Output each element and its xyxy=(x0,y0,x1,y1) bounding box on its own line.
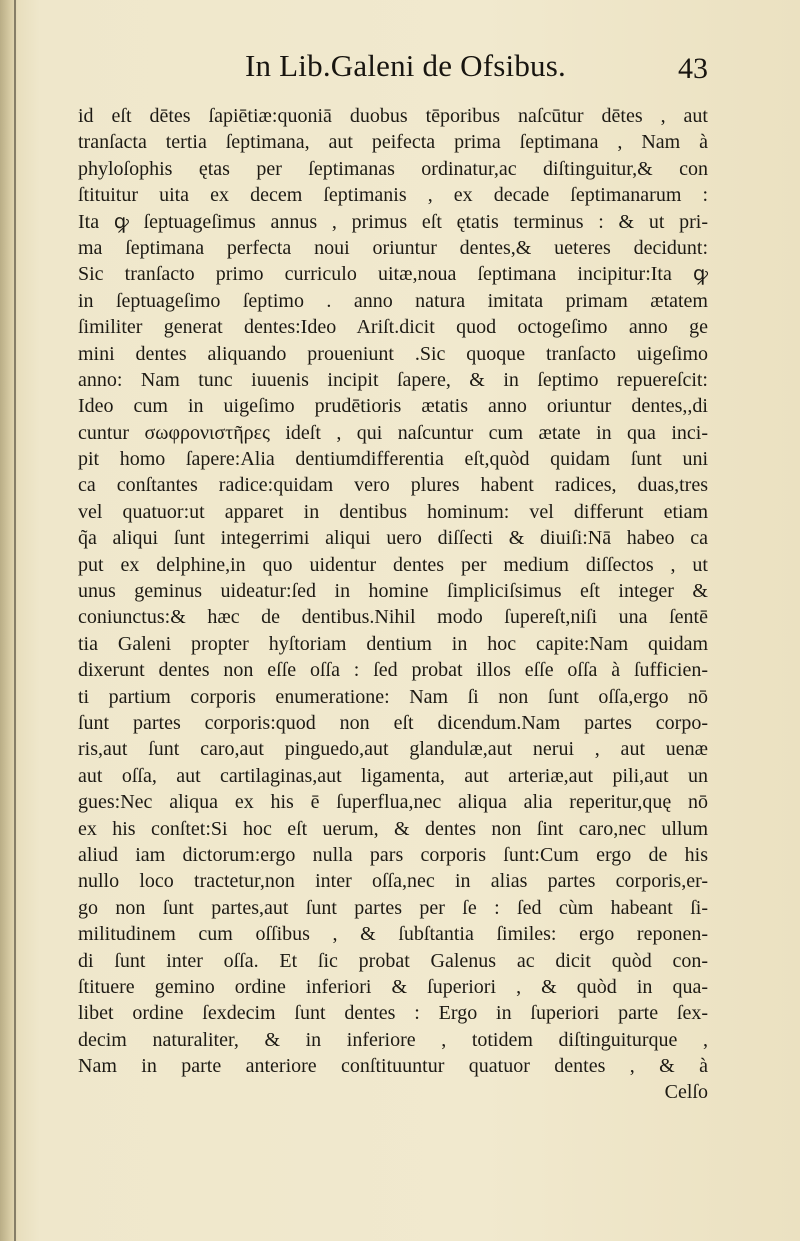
text-line: ti partium corporis enumeratione: Nam ſi non ſunt oſſa,ergo nō xyxy=(78,685,708,708)
page-number: 43 xyxy=(678,52,708,85)
text-line: Sic tranſacto primo curriculo uitæ,noua ſeptimana incipitur:Ita ꝙ xyxy=(78,263,708,286)
text-line: phyloſophis ętas per ſeptimanas ordinatur,ac diſtinguitur,& con xyxy=(78,157,708,180)
text-line: ſtituere gemino ordine inferiori & ſuperiori , & quòd in qua- xyxy=(78,975,708,998)
text-line: vel quatuor:ut apparet in dentibus hominum: vel differunt etiam xyxy=(78,500,708,523)
text-line: tranſacta tertia ſeptimana, aut peifecta prima ſeptimana , Nam à xyxy=(78,131,708,154)
text-line: id eſt dētes ſapiētiæ:quoniā duobus tēporibus naſcūtur dētes , aut xyxy=(78,105,708,127)
running-title: In Lib.Galeni de Ofsibus. xyxy=(245,48,566,83)
text-line: pit homo ſapere:Alia dentiumdifferentia eſt,quòd quidam ſunt uni xyxy=(78,448,708,471)
text-line: tia Galeni propter hyſtoriam dentium in hoc capite:Nam quidam xyxy=(78,632,708,655)
text-line: ris,aut ſunt caro,aut pinguedo,aut glandulæ,aut nerui , aut uenæ xyxy=(78,738,708,761)
text-line: ſunt partes corporis:quod non eſt dicendum.Nam partes corpo- xyxy=(78,711,708,734)
text-line: Celſo xyxy=(664,1081,708,1104)
text-line: q̃a aliqui ſunt integerrimi aliqui uero diſſecti & diuiſi:Nā habeo ca xyxy=(78,527,708,550)
page-header xyxy=(0,42,800,92)
text-line: unus geminus uideatur:ſed in homine ſimpliciſsimus eſt integer & xyxy=(78,580,708,603)
text-line: aliud iam dictorum:ergo nulla pars corporis ſunt:Cum ergo de his xyxy=(78,843,708,866)
text-line: gues:Nec aliqua ex his ē ſuperflua,nec aliqua alia reperitur,quę nō xyxy=(78,791,708,814)
text-line: in ſeptuageſimo ſeptimo . anno natura imitata primam ætatem xyxy=(78,289,708,312)
text-line: mini dentes aliquando proueniunt .Sic quoque tranſacto uigeſimo xyxy=(78,342,708,365)
text-line: dixerunt dentes non eſſe oſſa : ſed probat illos eſſe oſſa à ſufficien- xyxy=(78,659,708,682)
text-line: di ſunt inter oſſa. Et ſic probat Galenus ac dicit quòd con- xyxy=(78,949,708,972)
text-line: nullo loco tractetur,non inter oſſa,nec in alias partes corporis,er- xyxy=(78,870,708,893)
text-line: Nam in parte anteriore conſtituuntur quatuor dentes , & à xyxy=(78,1055,708,1078)
text-line: libet ordine ſexdecim ſunt dentes : Ergo in ſuperiori parte ſex- xyxy=(78,1002,708,1025)
text-line: aut oſſa, aut cartilaginas,aut ligamenta, aut arteriæ,aut pili,aut un xyxy=(78,764,708,787)
text-line: decim naturaliter, & in inferiore , totidem diſtinguiturque , xyxy=(78,1028,708,1051)
text-line: cuntur σωφρονιστῆρες ideſt , qui naſcuntur cum ætate in qua inci- xyxy=(78,421,708,444)
body-text xyxy=(78,103,708,1106)
text-line: coniunctus:& hæc de dentibus.Nihil modo ſupereſt,niſi una ſentē xyxy=(78,606,708,629)
text-line: Ideo cum in uigeſimo prudētioris ætatis anno oriuntur dentes,,di xyxy=(78,395,708,418)
text-line: ex his conſtet:Si hoc eſt uerum, & dentes non ſint caro,nec ullum xyxy=(78,817,708,840)
text-line: ca conſtantes radice:quidam vero plures habent radices, duas,tres xyxy=(78,474,708,497)
text-line: Ita ꝙ ſeptuageſimus annus , primus eſt ętatis terminus : & ut pri- xyxy=(78,210,708,233)
text-line: ſimiliter generat dentes:Ideo Ariſt.dicit quod octogeſimo anno ge xyxy=(78,316,708,339)
text-line: go non ſunt partes,aut ſunt partes per ſe : ſed cùm habeant ſi- xyxy=(78,896,708,919)
binding-line xyxy=(14,0,16,1241)
text-line: militudinem cum oſſibus , & ſubſtantia ſimiles: ergo reponen- xyxy=(78,923,708,946)
text-line: ſtituitur uita ex decem ſeptimanis , ex decade ſeptimanarum : xyxy=(78,184,708,207)
text-line: put ex delphine,in quo uidentur dentes per medium diſſectos , ut xyxy=(78,553,708,576)
text-line: anno: Nam tunc iuuenis incipit ſapere, & in ſeptimo repuereſcit: xyxy=(78,368,708,391)
text-line: ma ſeptimana perfecta noui oriuntur dentes,& ueteres decidunt: xyxy=(78,236,708,259)
